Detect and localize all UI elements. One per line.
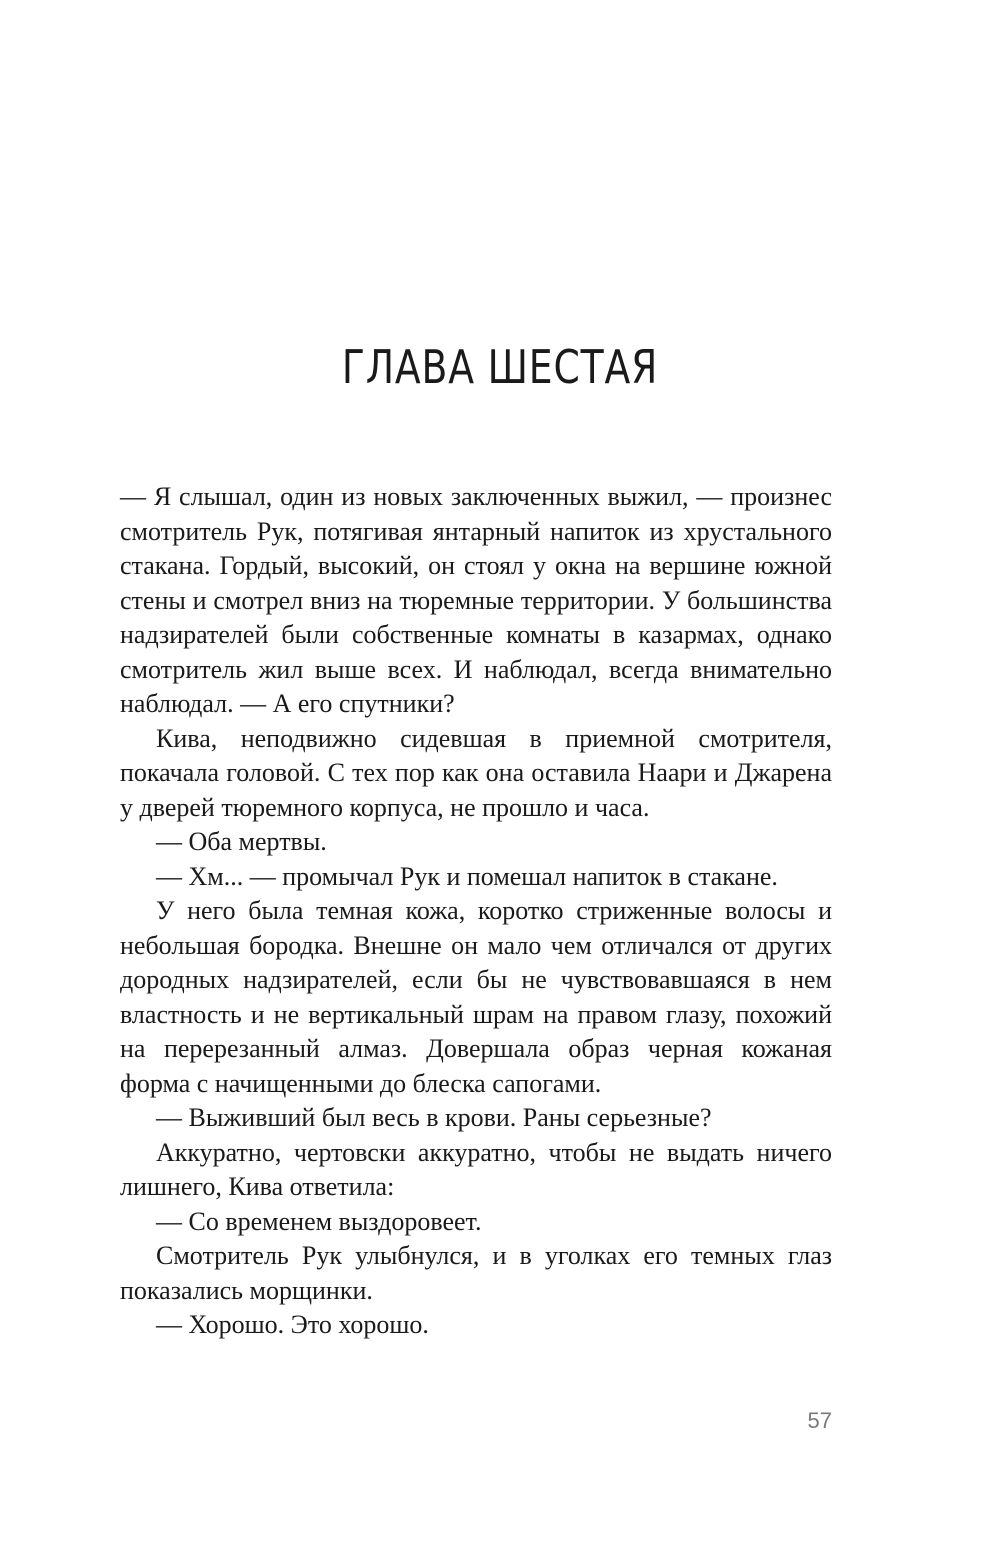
paragraph: Аккуратно, чертовски аккуратно, чтобы не выдать ничего лишнего, Кива ответила: xyxy=(120,1137,832,1201)
paragraph: У него была темная кожа, коротко стриженные волосы и небольшая бородка. Внешне он мало чем отличался от других дородных надзирателей, если бы не чувствовавшаяся в нем властность и не вертикальный шрам на правом глазу, похожий на перерезанный алмаз. Довершала образ черная кожаная форма с начищенными до блеска сапогами. xyxy=(120,896,832,1098)
paragraph: Смотритель Рук улыбнулся, и в уголках его темных глаз показались морщинки. xyxy=(120,1241,832,1305)
paragraph: — Выживший был весь в крови. Раны серьезные? xyxy=(156,1103,712,1132)
paragraph: — Я слышал, один из новых заключенных выжил, — произнес смотритель Рук, потягивая янтарный напиток из хрустального стакана. Гордый, высокий, он стоял у окна на вершине южной стены и смотрел вниз на тюремные территории. У большинства надзирателей были собственные комнаты в казармах, однако смотритель жил выше всех. И наблюдал, всегда внимательно наблюдал. — А его спутники? xyxy=(120,482,832,718)
paragraph: — Со временем выздоровеет. xyxy=(156,1206,482,1236)
paragraph: — Хм... — промычал Рук и помешал напиток в стакане. xyxy=(156,861,778,891)
chapter-title: ГЛАВА ШЕСТАЯ xyxy=(341,340,659,394)
page-number: 57 xyxy=(807,1408,832,1433)
paragraph: — Хорошо. Это хорошо. xyxy=(156,1310,429,1339)
paragraph: — Оба мертвы. xyxy=(156,827,327,856)
paragraph: Кива, неподвижно сидевшая в приемной смотрителя, покачала головой. С тех пор как она оставила Наари и Джарена у дверей тюремного корпуса, не прошло и часа. xyxy=(120,723,832,822)
chapter-body xyxy=(120,480,832,1343)
